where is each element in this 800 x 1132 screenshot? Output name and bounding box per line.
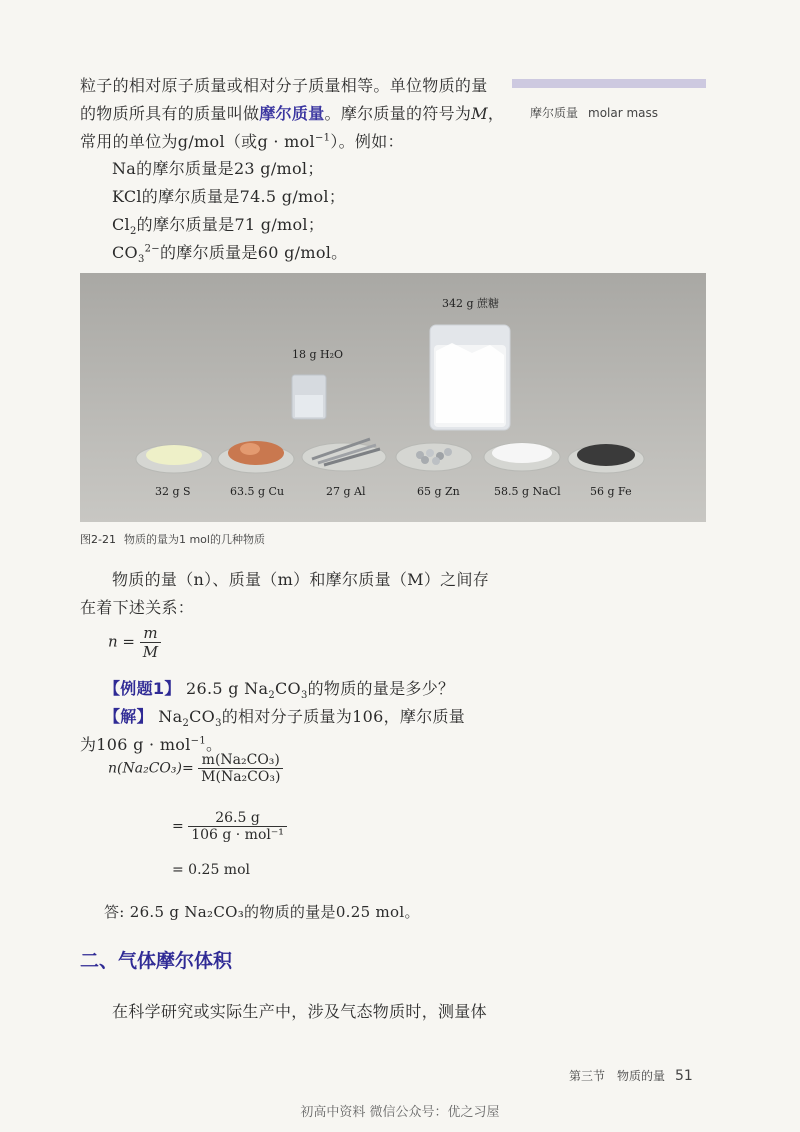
dish-zn [396,443,472,471]
final-paragraph: 在科学研究或实际生产中，涉及气态物质时，测量体 [112,1002,487,1021]
figure-caption: 图2-21 物质的量为1 mol的几种物质 [80,533,265,546]
label-s: 32 g S [155,485,191,498]
substances-photo [80,273,706,522]
dish-al [302,439,386,471]
page-footer: 第三节 物质的量 51 [569,1068,693,1084]
label-water: 18 g H₂O [292,348,344,361]
dish-fe [568,444,644,473]
molar-mass-term: 摩尔质量 [259,104,325,123]
intro-line-2: 的物质所具有的质量叫做摩尔质量。摩尔质量的符号为M， [80,104,505,123]
example-cl2: $Cl_2$的摩尔质量是71 g/mol； [112,215,325,238]
intro-line-1: 粒子的相对原子质量或相对分子质量相等。单位物质的量 [80,76,488,95]
example-co3: $CO_3^{2-}$的摩尔质量是60 g/mol。 [112,243,348,266]
sucrose-beaker [430,325,510,430]
water-beaker [292,375,326,419]
label-nacl: 58.5 g NaCl [494,485,561,498]
example-na: Na的摩尔质量是23 g/mol； [112,159,324,178]
example-kcl: KCl的摩尔质量是74.5 g/mol； [112,187,346,206]
dish-s [136,445,212,473]
example1-question: 【例题1】 26.5 g $Na_2CO_3$的物质的量是多少？ [104,679,455,702]
relation-line-2: 在着下述关系： [80,598,195,617]
label-cu: 63.5 g Cu [230,485,285,498]
dish-cu [218,441,294,473]
relation-line-1: 物质的量（n）、质量（m）和摩尔质量（M）之间存 [112,570,490,589]
calc-step-1: n(Na₂CO₃)= $\frac{\text{m(Na₂CO₃)}}{\text{M(Na₂CO₃)}}$ [108,752,283,785]
label-sucrose: 342 g 蔗糖 [442,297,500,310]
section-heading: 二、气体摩尔体积 [80,950,233,972]
intro-line-3: 常用的单位为g/mol（或g · mol$^{-1}$）。例如： [80,132,404,151]
calc-result: = 0.25 mol [172,862,250,878]
label-zn: 65 g Zn [417,485,460,498]
watermark: 初高中资料 微信公众号：优之习屋 [300,1105,500,1120]
side-term: 摩尔质量 molar mass [530,106,659,120]
side-term-bar [512,79,706,88]
example1-solution-line2: 为106 g · mol$^{-1}$。 [80,735,223,754]
dish-nacl [484,443,560,471]
example1-solution: 【解】 $Na_2CO_3$的相对分子质量为106，摩尔质量 [104,707,466,730]
relation-formula: n = $\frac{m}{M}$ [108,624,161,661]
page-number: 51 [675,1068,693,1084]
label-fe: 56 g Fe [590,485,632,498]
example1-answer: 答: 26.5 g Na₂CO₃的物质的量是0.25 mol。 [104,903,420,921]
label-al: 27 g Al [326,485,366,498]
calc-step-2: = $\frac{26.5 g}{\text{106 g · mol⁻¹}}$ [172,810,287,843]
